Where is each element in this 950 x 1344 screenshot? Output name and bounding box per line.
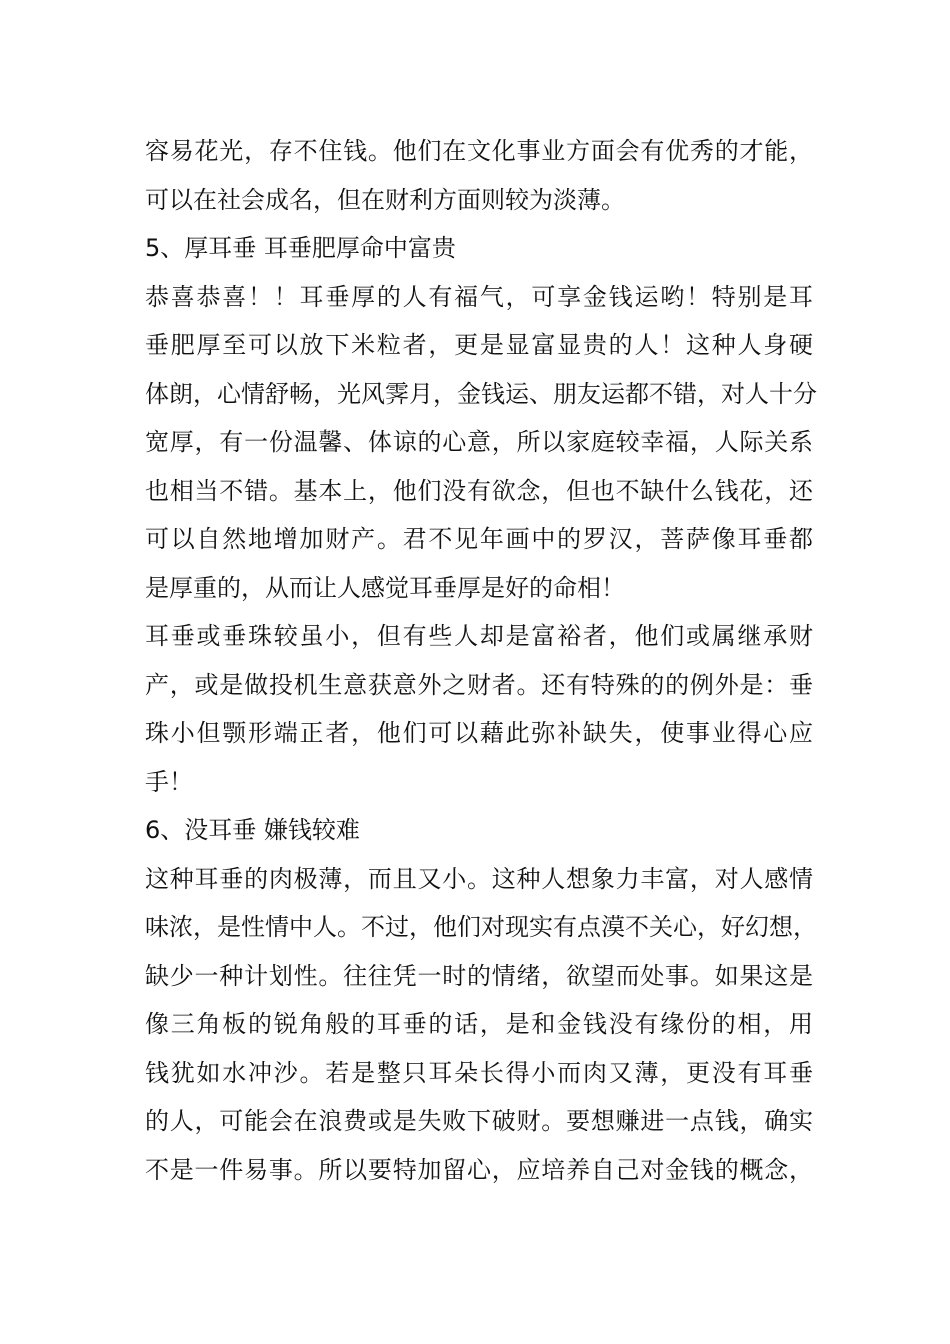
text-line: 这种耳垂的肉极薄，而且又小。这种人想象力丰富，对人感情 [145,864,813,893]
text-line: 可以在社会成名，但在财利方面则较为淡薄。 [145,185,625,214]
text-line: 6、没耳垂 嫌钱较难 [145,816,360,844]
text-line: 的人，可能会在浪费或是失败下破财。要想赚进一点钱，确实 [145,1107,813,1135]
text-line: 像三角板的锐角般的耳垂的话，是和金钱没有缘份的相，用 [145,1010,813,1038]
text-line: 宽厚，有一份温馨、体谅的心意，所以家庭较幸福，人际关系 [145,428,813,456]
text-line: 缺少一种计划性。往往凭一时的情绪，欲望而处事。如果这是 [145,961,813,990]
text-line: 是厚重的，从而让人感觉耳垂厚是好的命相！ [145,573,625,602]
text-line: 可以自然地增加财产。君不见年画中的罗汉，菩萨像耳垂都 [145,525,813,553]
text-line: 也相当不错。基本上，他们没有欲念，但也不缺什么钱花，还 [145,476,813,505]
text-line: 垂肥厚至可以放下米粒者，更是显富显贵的人！这种人身硬 [145,331,813,359]
text-line: 产，或是做投机生意获意外之财者。还有特殊的的例外是：垂 [145,670,813,699]
text-line: 容易花光，存不住钱。他们在文化事业方面会有优秀的才能， [145,137,813,165]
text-line: 不是一件易事。所以要特加留心，应培养自己对金钱的概念， [145,1155,813,1184]
text-line: 手！ [145,767,193,796]
text-line: 钱犹如水冲沙。若是整只耳朵长得小而肉又薄，更没有耳垂 [145,1058,813,1087]
text-line: 5、厚耳垂 耳垂肥厚命中富贵 [145,234,456,262]
text-line: 珠小但颚形端正者，他们可以藉此弥补缺失，使事业得心应 [145,719,813,747]
text-line: 恭喜恭喜！！耳垂厚的人有福气，可享金钱运哟！特别是耳 [145,282,813,311]
text-line: 体朗，心情舒畅，光风霁月，金钱运、朋友运都不错，对人十分 [145,379,817,408]
document-body [145,127,817,1194]
text-line: 味浓，是性情中人。不过，他们对现实有点漠不关心，好幻想， [145,913,817,941]
text-line: 耳垂或垂珠较虽小，但有些人却是富裕者，他们或属继承财 [145,622,813,650]
